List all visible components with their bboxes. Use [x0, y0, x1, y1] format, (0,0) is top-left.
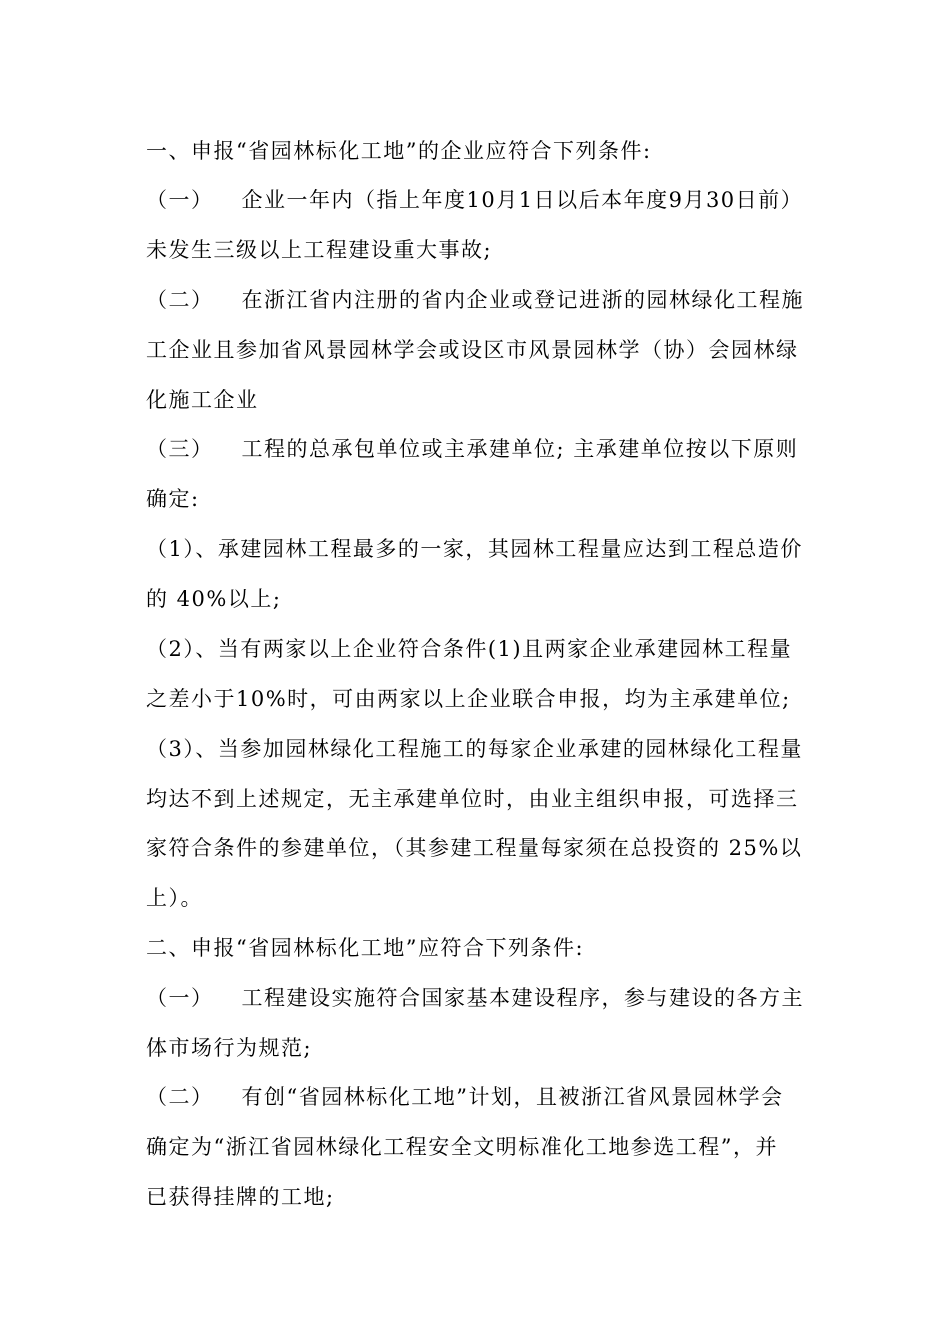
- item-2-2-cont2: [146, 1182, 826, 1212]
- text: 二、申报“省园林标化工地”应符合下列条件:: [146, 936, 585, 960]
- item-1-1-cont: [146, 235, 826, 265]
- item-marker: （一）: [146, 986, 214, 1010]
- text: 在浙江省内注册的省内企业或登记进浙的园林绿化工程施: [241, 288, 804, 312]
- item-1-2-cont2: [146, 385, 826, 415]
- text: 上）。: [146, 886, 203, 910]
- text: 确定:: [146, 487, 200, 511]
- sub-item-3-cont3: [146, 883, 826, 913]
- item-2-2: [146, 1082, 826, 1112]
- item-2-2-cont: [146, 1132, 826, 1162]
- item-1-3-cont: [146, 484, 826, 514]
- item-marker: （一）: [146, 188, 214, 212]
- text: 之差小于10%时，可由两家以上企业联合申报，均为主承建单位;: [146, 687, 791, 711]
- sub-item-3-cont: [146, 784, 826, 814]
- text: （3）、当参加园林绿化工程施工的每家企业承建的园林绿化工程量: [146, 737, 803, 761]
- item-1-1: [146, 185, 826, 215]
- item-2-1-cont: [146, 1033, 826, 1063]
- text: 工程的总承包单位或主承建单位; 主承建单位按以下原则: [241, 437, 799, 461]
- text: 有创“省园林标化工地”计划，且被浙江省风景园林学会: [241, 1085, 784, 1109]
- sub-item-2: [146, 634, 826, 664]
- text: 化施工企业: [146, 388, 259, 412]
- item-1-3: [146, 434, 826, 464]
- sub-item-1-cont: [146, 584, 826, 614]
- sub-item-1: [146, 534, 826, 564]
- item-marker: （三）: [146, 437, 214, 461]
- item-1-2-cont: [146, 335, 826, 365]
- text: 未发生三级以上工程建设重大事故;: [146, 238, 493, 262]
- text: 企业一年内（指上年度10月1日以后本年度9月30日前）: [241, 188, 804, 212]
- text: 家符合条件的参建单位，（其参建工程量每家须在总投资的 25%以: [146, 836, 803, 860]
- text: （2）、当有两家以上企业符合条件(1)且两家企业承建园林工程量: [146, 637, 793, 661]
- item-2-1: [146, 983, 826, 1013]
- text: 确定为“浙江省园林绿化工程安全文明标准化工地参选工程”，并: [146, 1135, 778, 1159]
- item-marker: （二）: [146, 288, 214, 312]
- item-1-2: [146, 285, 826, 315]
- text: 的 40%以上;: [146, 587, 282, 611]
- text: 已获得挂牌的工地;: [146, 1185, 335, 1209]
- sub-item-2-cont: [146, 684, 826, 714]
- text: 一、申报“省园林标化工地”的企业应符合下列条件:: [146, 139, 652, 163]
- item-marker: （二）: [146, 1085, 214, 1109]
- text: 体市场行为规范;: [146, 1036, 313, 1060]
- text: 均达不到上述规定，无主承建单位时，由业主组织申报，可选择三: [146, 787, 799, 811]
- sub-item-3-cont2: [146, 833, 826, 863]
- text: 工企业且参加省风景园林学会或设区市风景园林学（协）会园林绿: [146, 338, 799, 362]
- text: （1）、承建园林工程最多的一家，其园林工程量应达到工程总造价: [146, 537, 803, 561]
- section-2-heading: [146, 933, 826, 963]
- text: 工程建设实施符合国家基本建设程序，参与建设的各方主: [241, 986, 804, 1010]
- section-1-heading: [146, 136, 826, 166]
- sub-item-3: [146, 734, 826, 764]
